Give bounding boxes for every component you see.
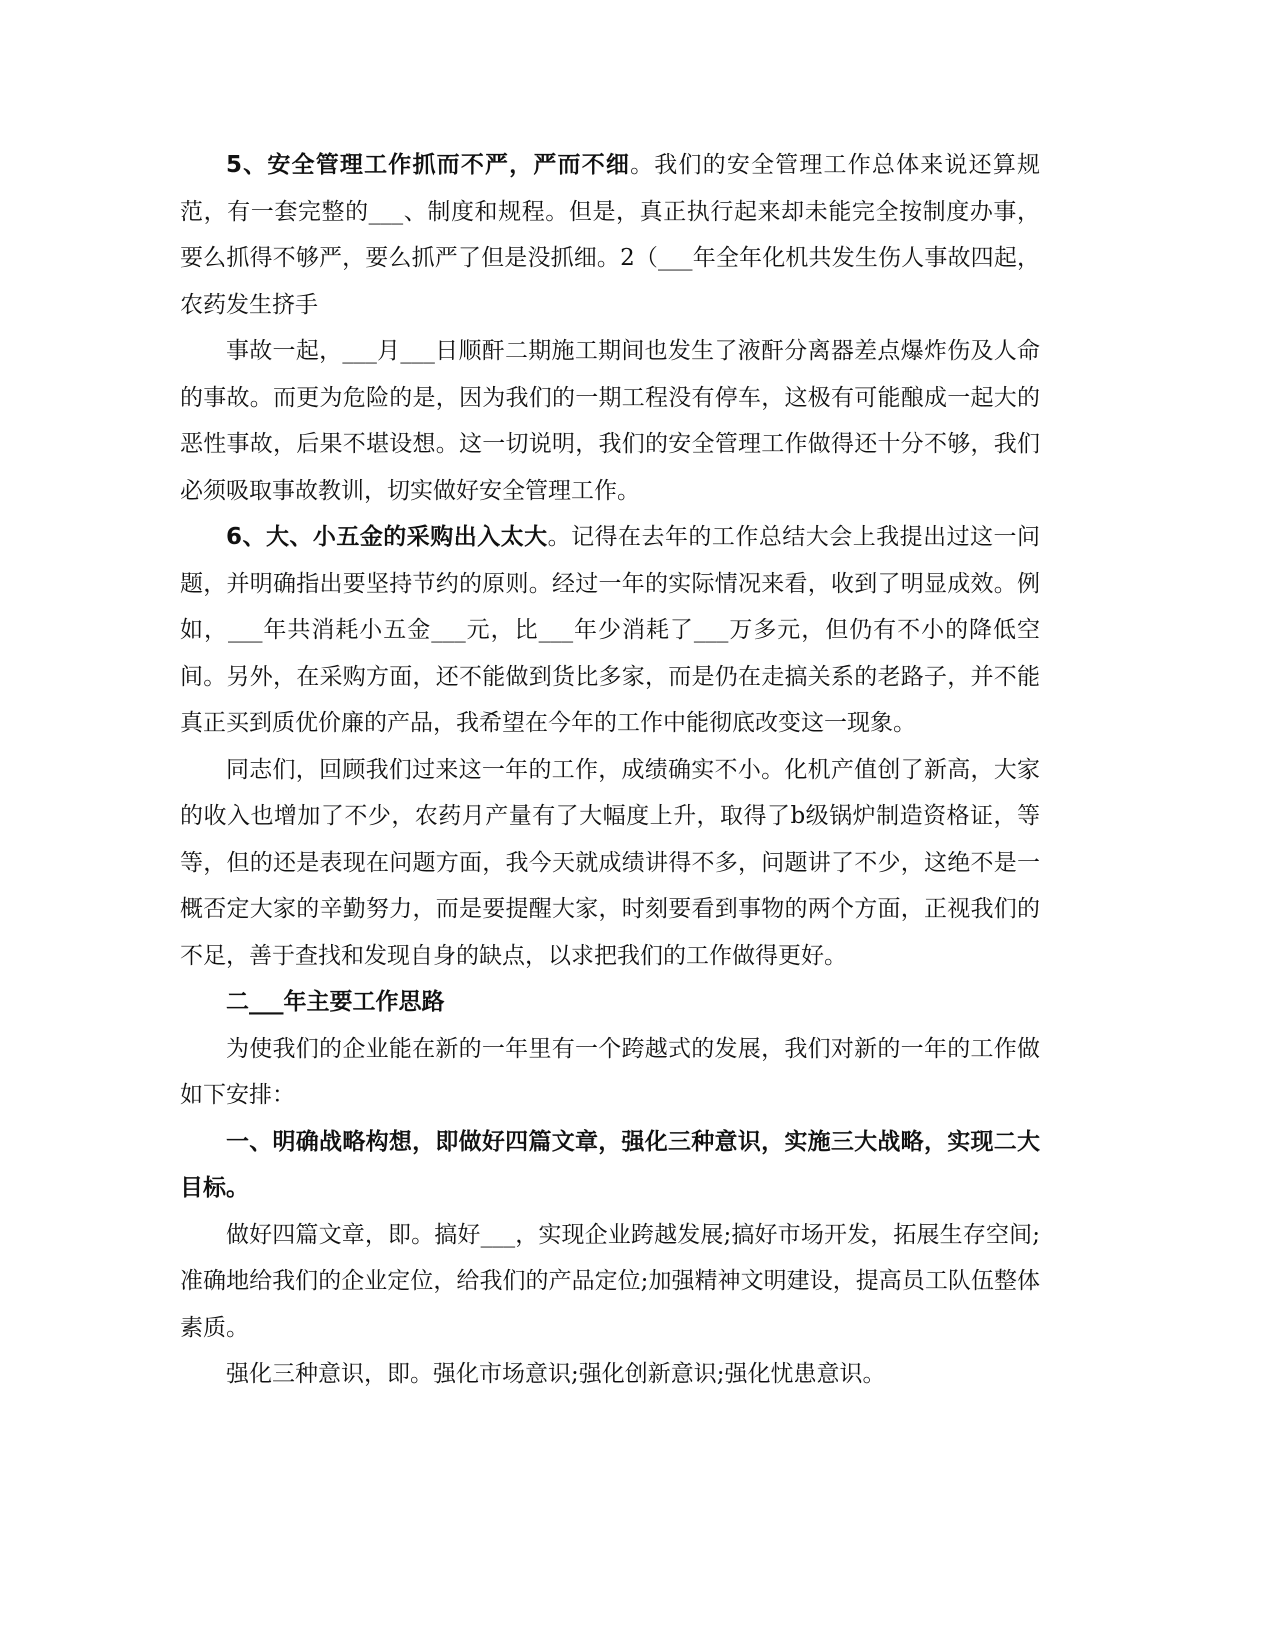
paragraph-text: 做好四篇文章，即。搞好___，实现企业跨越发展;搞好市场开发，拓展生存空间;准确地给我们的企业定位，给我们的产品定位;加强精神文明建设，提高员工队伍整体素质。 <box>180 1221 1040 1341</box>
paragraph-hardware-purchase <box>180 514 1040 747</box>
paragraph-text: 强化三种意识，即。强化市场意识;强化创新意识;强化忧患意识。 <box>226 1361 886 1387</box>
paragraph-text: 为使我们的企业能在新的一年里有一个跨越式的发展，我们对新的一年的工作做如下安排： <box>180 1035 1040 1108</box>
paragraph-text: 。我们的安全管理工作总体来说还算规范，有一套完整的___、制度和规程。但是，真正执行起来却未能完全按制度办事，要么抓得不够严，要么抓严了但是没抓细。2（___年全年化机共发生伤人事故四起，农药发生挤手 <box>180 152 1040 318</box>
paragraph-accident <box>180 328 1040 514</box>
document-body <box>180 142 1040 1398</box>
paragraph-heading: 二___年主要工作思路 <box>226 989 445 1015</box>
paragraph-three-awareness <box>180 1351 1040 1398</box>
paragraph-strategy-heading <box>180 1119 1040 1212</box>
paragraph-four-articles <box>180 1212 1040 1352</box>
paragraph-heading: 5、安全管理工作抓而不严，严而不细 <box>226 152 631 178</box>
paragraph-review <box>180 747 1040 980</box>
paragraph-heading: 一、明确战略构想，即做好四篇文章，强化三种意识，实施三大战略，实现二大目标。 <box>180 1128 1040 1201</box>
paragraph-intro-plan <box>180 1026 1040 1119</box>
paragraph-text: 。记得在去年的工作总结大会上我提出过这一问题，并明确指出要坚持节约的原则。经过一年的实际情况来看，收到了明显成效。例如，___年共消耗小五金___元，比___年少消耗了___万多元，但仍有不小的降低空间。另外，在采购方面，还不能做到货比多家，而是仍在走搞关系的老路子，并不能真正买到质优价廉的产品，我希望在今年的工作中能彻底改变这一现象。 <box>180 524 1040 736</box>
section-heading-work-plan <box>180 979 1040 1026</box>
paragraph-heading: 6、大、小五金的采购出入太大 <box>226 524 548 550</box>
paragraph-text: 事故一起，___月___日顺酐二期施工期间也发生了液酐分离器差点爆炸伤及人命的事故。而更为危险的是，因为我们的一期工程没有停车，这极有可能酿成一起大的恶性事故，后果不堪设想。这一切说明，我们的安全管理工作做得还十分不够，我们必须吸取事故教训，切实做好安全管理工作。 <box>180 338 1040 504</box>
paragraph-text: 同志们，回顾我们过来这一年的工作，成绩确实不小。化机产值创了新高，大家的收入也增加了不少，农药月产量有了大幅度上升，取得了b级锅炉制造资格证，等等，但的还是表现在问题方面，我今天就成绩讲得不多，问题讲了不少，这绝不是一概否定大家的辛勤努力，而是要提醒大家，时刻要看到事物的两个方面，正视我们的不足，善于查找和发现自身的缺点，以求把我们的工作做得更好。 <box>180 756 1040 969</box>
paragraph-safety-management <box>180 142 1040 328</box>
